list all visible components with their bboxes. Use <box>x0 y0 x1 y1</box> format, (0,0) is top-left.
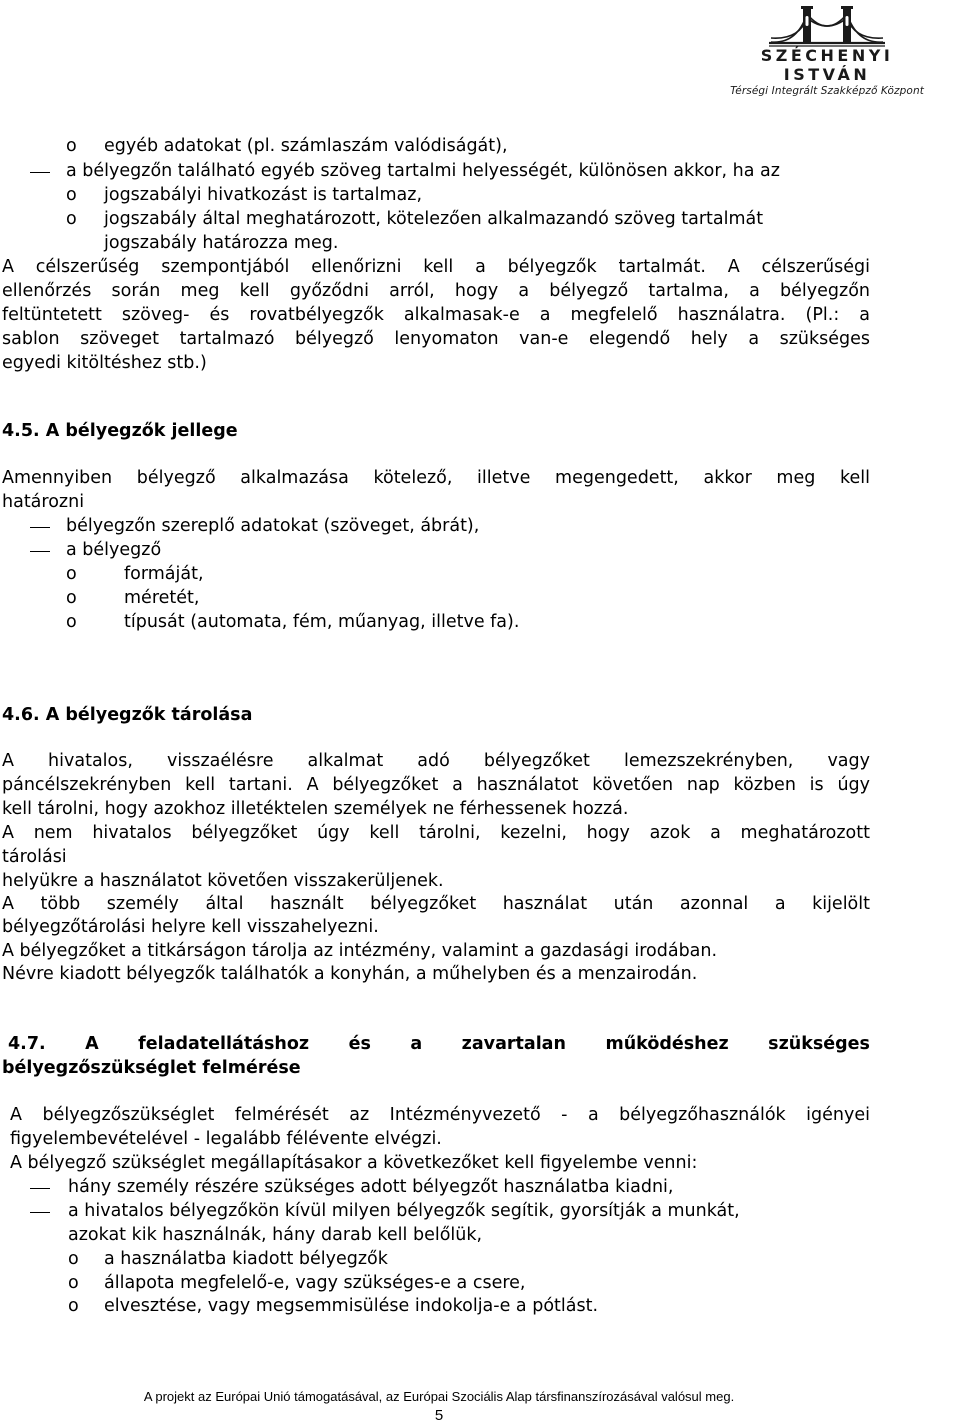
list-item: azokat kik használnák, hány darab kell belőlük, <box>68 1225 483 1245</box>
list-dash <box>30 551 50 552</box>
paragraph-line: sablon szöveget tartalmazó bélyegző lenyomaton van-e elegendő hely a szükséges <box>2 329 870 349</box>
heading-word: feladatellátáshoz <box>138 1034 310 1054</box>
list-marker: o <box>66 564 77 584</box>
list-dash <box>30 1188 50 1189</box>
heading-word: szükséges <box>768 1034 870 1054</box>
section-number: 4.6. <box>2 705 40 725</box>
list-item: jogszabály által meghatározott, kötelezően alkalmazandó szöveg tartalmát <box>104 209 764 229</box>
heading-word: a <box>410 1034 423 1054</box>
list-item: egyéb adatokat (pl. számlaszám valódiságát), <box>104 136 508 156</box>
footer-note: A projekt az Európai Unió támogatásával, az Európai Szociális Alap társfinanszírozásával valósul meg. <box>143 1389 735 1404</box>
paragraph-line: A hivatalos, visszaélésre alkalmat adó bélyegzőket lemezszekrényben, vagy <box>2 751 870 771</box>
paragraph-line: határozni <box>2 492 85 512</box>
list-marker: o <box>68 1296 79 1316</box>
section-number: 4.7. <box>8 1034 46 1054</box>
paragraph-line: A célszerűség szempontjából ellenőrizni kell a bélyegzők tartalmát. A célszerűségi <box>2 257 870 277</box>
paragraph-line: egyedi kitöltéshez stb.) <box>2 353 207 373</box>
section-title: A bélyegzők jellege <box>45 421 238 441</box>
logo-subtitle: Térségi Integrált Szakképző Központ <box>730 85 924 97</box>
logo-title: SZÉCHENYI ISTVÁN <box>760 46 894 84</box>
page-number: 5 <box>434 1407 444 1424</box>
list-dash <box>30 1212 50 1213</box>
list-marker: o <box>66 588 77 608</box>
list-marker: o <box>68 1249 79 1269</box>
paragraph-line: Amennyiben bélyegző alkalmazása kötelező, illetve megengedett, akkor meg kell <box>2 468 870 488</box>
paragraph-line: bélyegzőtárolási helyre kell visszahelyezni. <box>2 917 379 937</box>
paragraph-line: Névre kiadott bélyegzők találhatók a konyhán, a műhelyben és a menzairodán. <box>2 964 698 984</box>
heading-word: működéshez <box>605 1034 729 1054</box>
paragraph-line: A bélyegzőket a titkárságon tárolja az intézmény, valamint a gazdasági irodában. <box>2 941 718 961</box>
list-item: jogszabály határozza meg. <box>104 233 339 253</box>
section-title: A bélyegzők tárolása <box>45 705 253 725</box>
paragraph-line: tárolási <box>2 847 67 867</box>
list-marker: o <box>66 136 77 156</box>
list-marker: o <box>66 185 77 205</box>
list-marker: o <box>66 612 77 632</box>
list-item: formáját, <box>124 564 204 584</box>
list-item: hány személy részére szükséges adott bélyegzőt használatba kiadni, <box>68 1177 674 1197</box>
list-item: elvesztése, vagy megsemmisülése indokolja-e a pótlást. <box>104 1296 599 1316</box>
list-item: típusát (automata, fém, műanyag, illetve fa). <box>124 612 520 632</box>
paragraph-line: A bélyegzőszükséglet felmérését az Intézményvezető - a bélyegzőhasználók igényei <box>10 1105 870 1125</box>
paragraph-line: A nem hivatalos bélyegzőket úgy kell tárolni, kezelni, hogy azok a meghatározott <box>2 823 870 843</box>
chain-bridge-logo-icon <box>767 4 887 48</box>
list-item: jogszabályi hivatkozást is tartalmaz, <box>104 185 423 205</box>
section-heading <box>2 1033 870 1055</box>
heading-word: zavartalan <box>461 1034 566 1054</box>
paragraph-line: feltüntetett szöveg- és rovatbélyegzők alkalmasak-e a megfelelő használatra. (Pl.: a <box>2 305 870 325</box>
list-item: méretét, <box>124 588 200 608</box>
list-marker: o <box>66 209 77 229</box>
school-logo <box>722 4 932 97</box>
list-item: a bélyegzőn található egyéb szöveg tartalmi helyességét, különösen akkor, ha az <box>66 161 780 181</box>
section-title: bélyegzőszükséglet felmérése <box>2 1058 301 1078</box>
list-dash <box>30 172 50 173</box>
section-number: 4.5. <box>2 421 40 441</box>
paragraph-line: figyelembevételével - legalább félévente elvégzi. <box>10 1129 442 1149</box>
section-heading <box>2 704 252 726</box>
list-marker: o <box>68 1273 79 1293</box>
paragraph-line: A több személy által használt bélyegzőket használat után azonnal a kijelölt <box>2 894 870 914</box>
heading-word: A <box>85 1034 99 1054</box>
paragraph-line: kell tárolni, hogy azokhoz illetéktelen személyek ne férhessenek hozzá. <box>2 799 629 819</box>
paragraph-line: ellenőrzés során meg kell győződni arról, hogy a bélyegző tartalma, a bélyegzőn <box>2 281 870 301</box>
list-dash <box>30 527 50 528</box>
list-item: állapota megfelelő-e, vagy szükséges-e a csere, <box>104 1273 526 1293</box>
paragraph-line: A bélyegző szükséglet megállapításakor a következőket kell figyelembe venni: <box>10 1153 698 1173</box>
list-item: a használatba kiadott bélyegzők <box>104 1249 388 1269</box>
section-heading <box>2 420 238 442</box>
paragraph-line: helyükre a használatot követően visszakerüljenek. <box>2 871 444 891</box>
paragraph-line: páncélszekrényben kell tartani. A bélyegzőket a használatot követően nap közben is úgy <box>2 775 870 795</box>
list-item: a bélyegző <box>66 540 162 560</box>
heading-word: és <box>348 1034 371 1054</box>
list-item: bélyegzőn szereplő adatokat (szöveget, ábrát), <box>66 516 480 536</box>
list-item: a hivatalos bélyegzőkön kívül milyen bélyegzők segítik, gyorsítják a munkát, <box>68 1201 740 1221</box>
